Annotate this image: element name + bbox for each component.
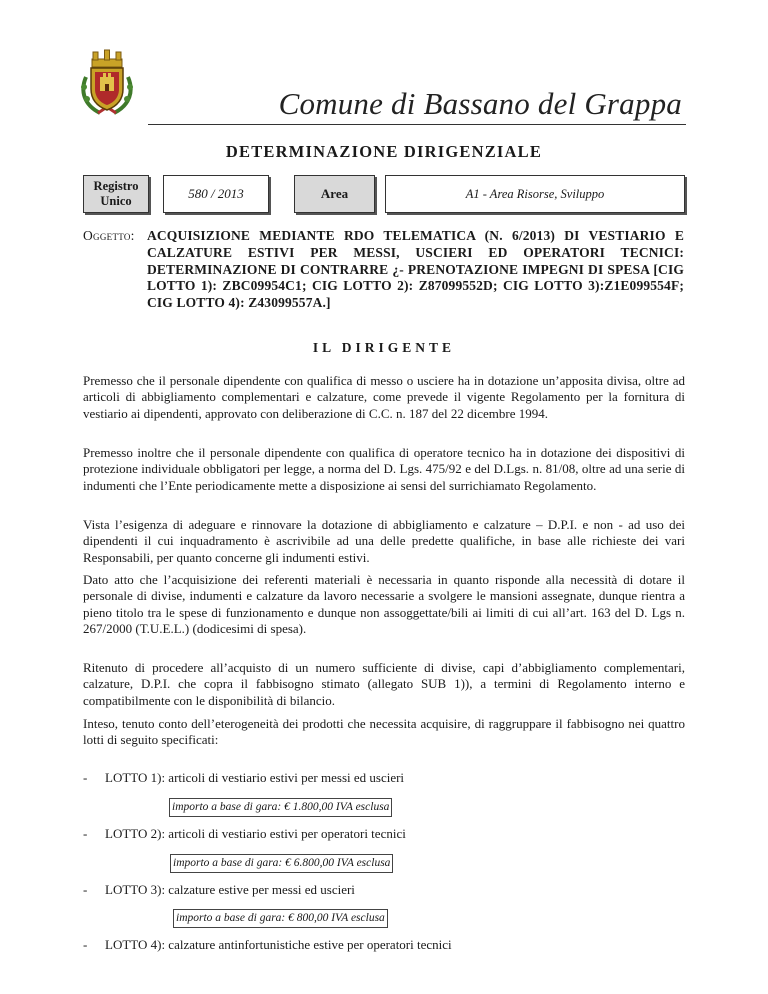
registry-label-line1: Registro: [93, 179, 139, 193]
comune-title: Comune di Bassano del Grappa: [278, 86, 682, 121]
lot-label: LOTTO 1): articoli di vestiario estivi per messi ed uscieri: [105, 770, 405, 785]
paragraph: Premesso che il personale dipendente con qualifica di messo o usciere ha in dotazione un’apposita divisa, oltre ad articoli di abbigliamento complementari e calzature, come prevede il vigente Regolamento per la fornitura di vestiario ai dipendenti, approvato con deliberazione di C.C. n. 187 del 22 dicembre 1994.: [83, 373, 685, 421]
lot-label: LOTTO 4): calzature antinfortunistiche estive per operatori tecnici: [105, 937, 452, 952]
list-dash: -: [83, 937, 88, 952]
section-heading: IL DIRIGENTE: [312, 340, 456, 355]
area-value: A1 - Area Risorse, Sviluppo: [385, 175, 685, 213]
paragraph: Premesso inoltre che il personale dipendente con qualifica di operatore tecnico ha in dotazione dei dispositivi di protezione individuale obbligatori per legge, a norma del D. Lgs. 475/92 e del D.Lgs. n. 81/08, oltre ad una serie di indumenti che l’Ente periodicamente mette a disposizione ai sensi del surrichiamato Regolamento.: [83, 445, 685, 493]
registry-label-line2: Unico: [100, 194, 132, 208]
paragraph: Vista l’esigenza di adeguare e rinnovare la dotazione di abbigliamento e calzature – D.P.I. e non - ad uso dei dipendenti il cui inquadramento è ascrivibile ad una delle predette qualifiche, in base alle richieste dei vari Responsabili, per quanto concerne gli indumenti estivi.: [83, 517, 685, 565]
list-dash: -: [83, 826, 88, 841]
paragraph: Dato atto che l’acquisizione dei referenti materiali è necessaria in quanto risponde alla necessità di dotare il personale di divise, indumenti e calzature da lavoro necessarie a svolgere le mansioni assegnate, dunque rientra a pieno titolo tra le spese di funzionamento e dunque non assoggettate/bili ai limiti di cui all’art. 163 del D. Lgs n. 267/2000 (T.U.E.L.) (dodicesimi di spesa).: [83, 572, 685, 636]
area-label: Area: [294, 175, 375, 213]
lot-amount-box: importo a base di gara: € 6.800,00 IVA esclusa: [170, 854, 393, 873]
municipal-coat-of-arms-icon: [78, 47, 136, 119]
oggetto-text: ACQUISIZIONE MEDIANTE RDO TELEMATICA (N. 6/2013) DI VESTIARIO E CALZATURE ESTIVI PER MESSI, USCIERI ED OPERATORI TECNICI: DETERMINAZIONE DI CONTRARRE ¿- PRENOTAZIONE IMPEGNI DI SPESA [CIG LOTTO 1): ZBC09954C1; CIG LOTTO 2): Z87099552D; CIG LOTTO 3):Z1E099554F; CIG LOTTO 4): Z43099557A.]: [147, 228, 684, 311]
lot-label: LOTTO 2): articoli di vestiario estivi per operatori tecnici: [105, 826, 406, 841]
list-dash: -: [83, 770, 88, 785]
oggetto-label: Oggetto:: [83, 228, 135, 243]
header-divider: [148, 124, 686, 125]
lot-amount-box: importo a base di gara: € 1.800,00 IVA esclusa: [169, 798, 392, 817]
registry-number: 580 / 2013: [163, 175, 269, 213]
registry-label-box: [83, 175, 149, 213]
paragraph: Ritenuto di procedere all’acquisto di un numero sufficiente di divise, capi d’abbigliamento complementari, calzature, D.P.I. che copra il fabbisogno stimato (allegato SUB 1)), a termini di Regolamento interno e compatibilmente con le disponibilità di bilancio.: [83, 660, 685, 708]
document-type-title: DETERMINAZIONE DIRIGENZIALE: [225, 142, 543, 161]
list-dash: -: [83, 882, 88, 897]
lot-label: LOTTO 3): calzature estive per messi ed uscieri: [105, 882, 355, 897]
lot-amount-box: importo a base di gara: € 800,00 IVA esclusa: [173, 909, 388, 928]
paragraph: Inteso, tenuto conto dell’eterogeneità dei prodotti che necessita acquisire, di raggruppare il fabbisogno nei quattro lotti di seguito specificati:: [83, 716, 685, 748]
